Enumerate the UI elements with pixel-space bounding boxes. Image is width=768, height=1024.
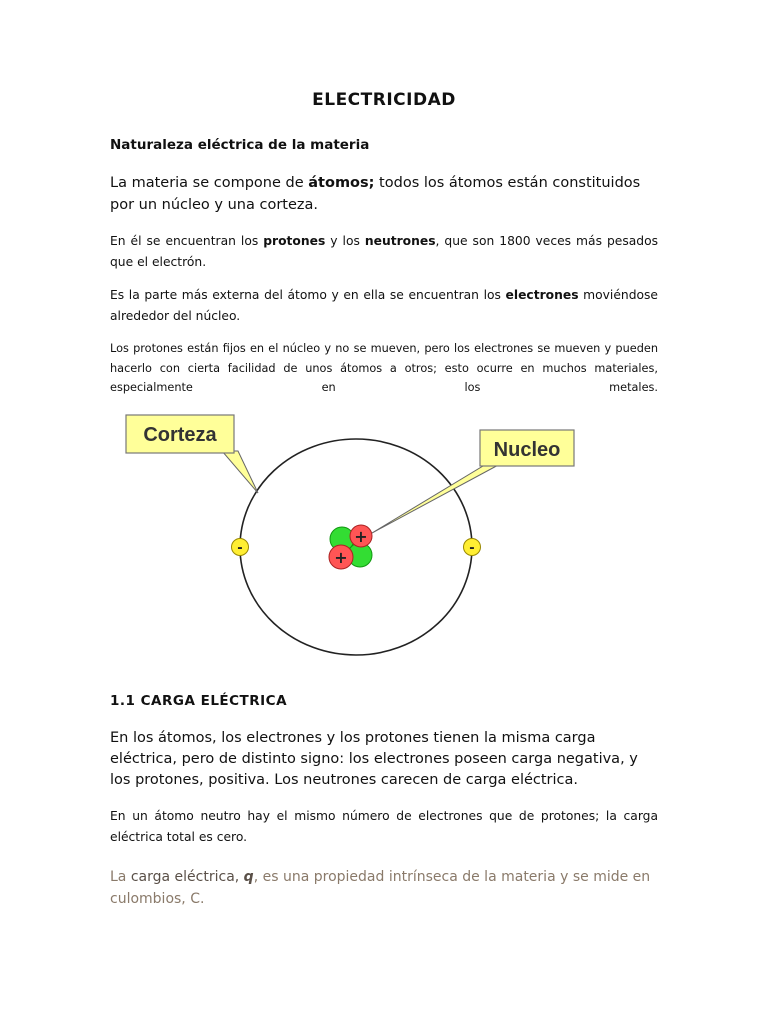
paragraph-text: Es la parte más externa del átomo y en ella se encuentran los <box>110 288 506 302</box>
paragraph-carga: En los átomos, los electrones y los protones tienen la misma carga eléctrica, pero de distinto signo: los electrones poseen carga negativa, y los protones, positiva. Los neutrones carecen de carga eléctrica. <box>110 730 638 788</box>
paragraph-corteza <box>110 285 658 327</box>
proton-sign: + <box>354 527 368 546</box>
paragraph-line: especialmente en los metales. <box>110 381 658 394</box>
electron-sign: - <box>237 541 243 556</box>
section-subtitle: Naturaleza eléctrica de la materia <box>110 137 370 153</box>
corteza-label: Corteza <box>143 424 217 446</box>
paragraph-text: todos los átomos están constituidos por un núcleo y una corteza. <box>110 175 641 213</box>
paragraph-text: La <box>110 869 131 885</box>
proton-sign: + <box>334 548 348 567</box>
nucleo-label: Nucleo <box>493 439 561 461</box>
atom-diagram <box>110 405 590 670</box>
symbol-q: q <box>243 869 254 885</box>
paragraph-movimiento <box>110 339 658 398</box>
paragraph-text: La materia se compone de <box>110 175 309 191</box>
bold-term-protones: protones <box>263 234 326 248</box>
paragraph-line: Los protones están fijos en el núcleo y no se mueven, pero los electrones se mueven y pueden <box>110 342 658 355</box>
paragraph-text: , es una propiedad intrínseca de la materia y se mide en culombios, C. <box>110 869 651 907</box>
paragraph-definicion <box>110 866 658 910</box>
paragraph-text: carga eléctrica, <box>130 869 244 885</box>
bold-term-electrones: electrones <box>505 288 579 302</box>
page-title: ELECTRICIDAD <box>312 90 456 110</box>
corteza-pointer <box>222 451 258 493</box>
nucleo-pointer <box>372 463 502 533</box>
bold-term-atomos: átomos; <box>308 175 375 191</box>
paragraph-line: hacerlo con cierta facilidad de unos átomos a otros; esto ocurre en muchos materiales, <box>110 361 658 375</box>
paragraph-nucleo <box>110 231 658 273</box>
electron-sign: - <box>469 541 475 556</box>
paragraph-atomo-neutro: En un átomo neutro hay el mismo número de electrones que de protones; la carga eléctrica total es cero. <box>110 809 658 844</box>
section-heading: 1.1 CARGA ELÉCTRICA <box>110 693 288 709</box>
paragraph-text: En él se encuentran los <box>110 234 264 248</box>
paragraph-text: y los <box>325 234 365 248</box>
bold-term-neutrones: neutrones <box>364 234 436 248</box>
paragraph-text: , que son 1800 veces más pesados que el electrón. <box>110 234 659 269</box>
paragraph-materia <box>110 172 658 216</box>
paragraph-text: moviéndose alrededor del núcleo. <box>110 288 659 323</box>
